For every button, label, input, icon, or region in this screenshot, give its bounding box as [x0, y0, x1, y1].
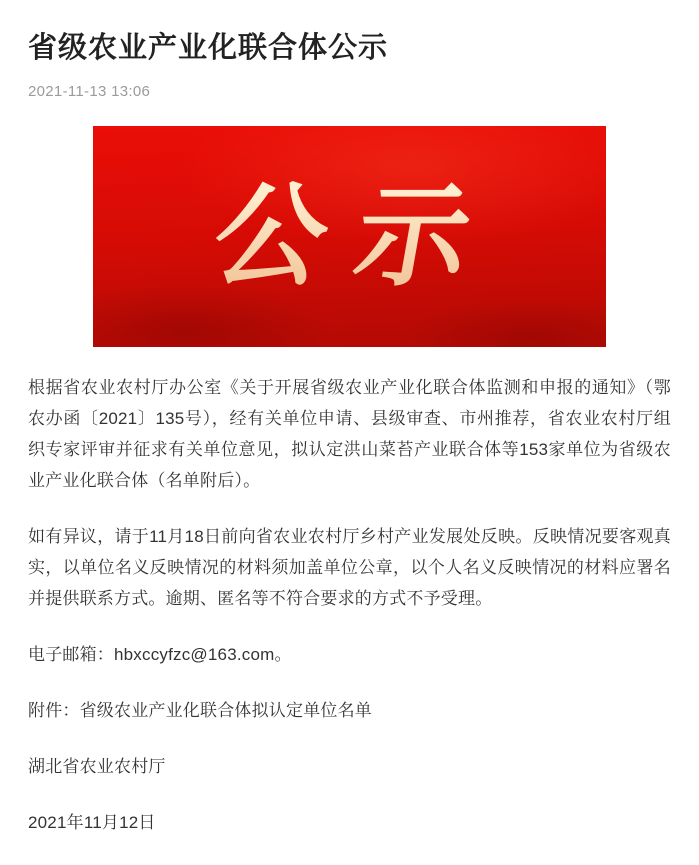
- issue-date-line: 2021年11月12日: [28, 813, 156, 833]
- announcement-banner-image: [93, 126, 606, 347]
- email-line: 电子邮箱：hbxccyfzc@163.com。: [28, 645, 292, 665]
- attachment-line: 附件：省级农业产业化联合体拟认定单位名单: [28, 701, 372, 721]
- body-paragraph-basis: 根据省农业农村厅办公室《关于开展省级农业产业化联合体监测和申报的通知》（鄂农办函〔2021〕135号），经有关单位申请、县级审查、市州推荐，省农业农村厅组织专家评审并征求有关单位意见，拟认定洪山菜苔产业联合体等153家单位为省级农业产业化联合体（名单附后）。: [28, 378, 671, 491]
- article-body: [28, 372, 671, 838]
- body-paragraph-objection: 如有异议，请于11月18日前向省农业农村厅乡村产业发展处反映。反映情况要客观真实，以单位名义反映情况的材料须加盖单位公章，以个人名义反映情况的材料应署名并提供联系方式。逾期、匿名等不符合要求的方式不予受理。: [28, 527, 671, 609]
- issuer-line: 湖北省农业农村厅: [28, 757, 166, 777]
- banner-gongshi-text: 公示: [191, 181, 509, 293]
- publish-timestamp: 2021-11-13 13:06: [28, 83, 151, 101]
- page-title: 省级农业产业化联合体公示: [28, 32, 389, 64]
